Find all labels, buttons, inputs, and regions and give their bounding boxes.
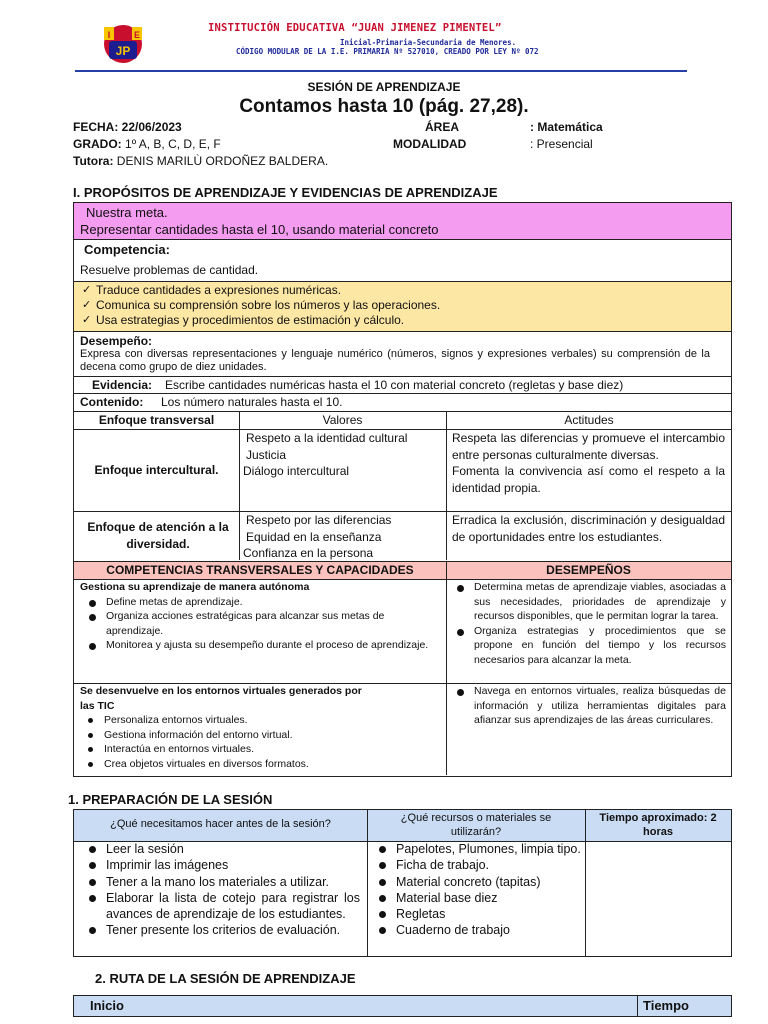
session-label: SESIÓN DE APRENDIZAJE bbox=[307, 80, 461, 94]
tic-item: Interactúa en entornos virtuales. bbox=[80, 742, 380, 757]
capacidad-item: ✓ Comunica su comprensión sobre los números y las operaciones. bbox=[74, 298, 731, 313]
desempeno-row bbox=[74, 332, 731, 376]
grado-label: GRADO: bbox=[73, 137, 122, 151]
gestiona-item: Monitorea y ajusta su desempeño durante el proceso de aprendizaje. bbox=[80, 638, 440, 653]
competencia-text: Resuelve problemas de cantidad. bbox=[80, 263, 259, 277]
fecha-label: FECHA: bbox=[73, 120, 119, 134]
area-label: ÁREA bbox=[425, 120, 460, 134]
meta-label: Nuestra meta. bbox=[86, 205, 168, 220]
section1-title: I. PROPÓSITOS DE APRENDIZAJE Y EVIDENCIAS DE APRENDIZAJE bbox=[73, 185, 498, 200]
desempeno-item: Navega en entornos virtuales, realiza búsquedas de información y utiliza herramientas digitales para afianzar sus aprendizajes de las áreas curriculares. bbox=[448, 684, 726, 728]
capacidad-item: ✓ Traduce cantidades a expresiones numéricas. bbox=[74, 283, 731, 298]
actitudes-diversidad: Erradica la exclusión, discriminación y desigualdad de oportunidades entre los estudiantes. bbox=[452, 513, 725, 544]
prep-before-item: Elaborar la lista de cotejo para registrar los avances de aprendizaje de los estudiantes. bbox=[80, 890, 360, 923]
grado-row bbox=[73, 137, 221, 151]
prep-before-list bbox=[80, 841, 360, 939]
ruta-inicio: Inicio bbox=[90, 998, 124, 1013]
desempeno-text: Expresa con diversas representaciones y lenguaje numérico (números, signos y expresiones verbales) su comprensión de la decena como grupo de diez unidades. bbox=[80, 348, 710, 373]
modalidad-label: MODALIDAD bbox=[393, 137, 467, 151]
logo-letter-i: I bbox=[107, 30, 111, 40]
valores-header: Valores bbox=[322, 413, 363, 427]
evidencia-row bbox=[74, 376, 731, 393]
fecha-value: 22/06/2023 bbox=[121, 120, 182, 134]
actitud-text: Fomenta la convivencia así como el respeto a la identidad propia. bbox=[452, 464, 725, 495]
gestiona-title: Gestiona su aprendizaje de manera autónoma bbox=[80, 581, 310, 593]
tutora-row bbox=[73, 154, 328, 168]
actitudes-intercultural bbox=[452, 430, 725, 496]
prep-before-item: Tener presente los criterios de evaluación. bbox=[80, 922, 360, 938]
header-divider bbox=[75, 70, 687, 72]
transversales-table bbox=[73, 562, 732, 777]
evidencia-text: Escribe cantidades numéricas hasta el 10 con material concreto (regletas y base diez) bbox=[165, 378, 624, 392]
preparacion-table bbox=[73, 809, 732, 957]
prep-header-materials: ¿Qué recursos o materiales se utilizarán? bbox=[367, 810, 585, 841]
prep-material-item: Ficha de trabajo. bbox=[370, 857, 582, 873]
valor-item: Justicia bbox=[246, 447, 287, 462]
transversales-header: COMPETENCIAS TRANSVERSALES Y CAPACIDADES bbox=[74, 562, 446, 579]
valor-item: Respeto por las diferencias bbox=[246, 513, 392, 527]
ruta-table-header bbox=[73, 995, 732, 1017]
institution-name: INSTITUCIÓN EDUCATIVA “JUAN JIMENEZ PIMENTEL” bbox=[208, 22, 502, 34]
contenido-label: Contenido: bbox=[80, 395, 144, 409]
valor-item: Equidad en la enseñanza bbox=[246, 529, 382, 544]
capacidades-list bbox=[74, 283, 731, 328]
tic-title: Se desenvuelve en los entornos virtuales generados por las TIC bbox=[80, 685, 362, 712]
tic-item: Personaliza entornos virtuales. bbox=[80, 713, 380, 728]
gestiona-block bbox=[80, 580, 440, 653]
logo-letter-e: E bbox=[133, 30, 141, 40]
meta-row bbox=[74, 203, 731, 240]
tutora-label: Tutora: bbox=[73, 154, 114, 168]
evidencia-label: Evidencia: bbox=[92, 378, 153, 392]
gestiona-desempenos bbox=[448, 580, 726, 667]
prep-materials-list bbox=[370, 841, 582, 939]
prep-material-item: Papelotes, Plumones, limpia tipo. bbox=[370, 841, 582, 857]
gestiona-item: Organiza acciones estratégicas para alcanzar sus metas de aprendizaje. bbox=[80, 609, 440, 638]
section3-title: 2. RUTA DE LA SESIÓN DE APRENDIZAJE bbox=[95, 971, 356, 986]
tic-desempenos bbox=[448, 684, 726, 728]
institution-levels: Inicial-Primaria-Secundaria de Menores. bbox=[340, 38, 517, 47]
enfoque-intercultural: Enfoque intercultural. bbox=[94, 463, 219, 477]
desempeno-label: Desempeño: bbox=[80, 334, 153, 348]
actitud-text: Respeta las diferencias y promueve el intercambio entre personas culturalmente diversas. bbox=[452, 431, 725, 462]
competencia-label: Competencia: bbox=[84, 242, 170, 257]
gestiona-item: Define metas de aprendizaje. bbox=[80, 595, 440, 610]
institution-code: CÓDIGO MODULAR DE LA I.E. PRIMARIA Nº 527010, CREADO POR LEY Nº 072 bbox=[236, 47, 539, 56]
ruta-tiempo: Tiempo bbox=[643, 998, 689, 1013]
capacidad-item: ✓ Usa estrategias y procedimientos de estimación y cálculo. bbox=[74, 313, 731, 328]
desempeno-item: Organiza estrategias y procedimientos que se propone en función del tiempo y los recursos necesarios para alcanzar la meta. bbox=[448, 624, 726, 668]
capacidades-row bbox=[74, 281, 731, 332]
prep-header-time: Tiempo aproximado: 2 horas bbox=[585, 810, 731, 841]
tic-item: Crea objetos virtuales en diversos formatos. bbox=[80, 757, 380, 772]
contenido-text: Los número naturales hasta el 10. bbox=[161, 395, 343, 409]
competencia-row bbox=[74, 240, 731, 281]
tic-block bbox=[80, 684, 380, 771]
valor-item: Diálogo intercultural bbox=[243, 464, 350, 478]
prep-material-item: Regletas bbox=[370, 906, 582, 922]
prep-material-item: Cuaderno de trabajo bbox=[370, 922, 582, 938]
fecha-row bbox=[73, 120, 182, 134]
enfoques-table bbox=[73, 412, 732, 562]
logo-letters-jp: JP bbox=[115, 44, 131, 58]
prep-material-item: Material base diez bbox=[370, 890, 582, 906]
prep-header-before: ¿Qué necesitamos hacer antes de la sesión? bbox=[74, 810, 367, 841]
tutora-value: DENIS MARILÙ ORDOÑEZ BALDERA. bbox=[116, 154, 329, 168]
meta-text: Representar cantidades hasta el 10, usando material concreto bbox=[80, 222, 439, 237]
school-logo bbox=[100, 24, 146, 64]
tic-item: Gestiona información del entorno virtual. bbox=[80, 728, 380, 743]
prep-before-item: Leer la sesión bbox=[80, 841, 360, 857]
area-value: : Matemática bbox=[530, 120, 603, 134]
valores-intercultural bbox=[243, 430, 441, 480]
actitudes-header: Actitudes bbox=[564, 413, 614, 427]
valores-diversidad bbox=[243, 512, 441, 562]
contenido-row bbox=[74, 393, 731, 411]
prep-before-item: Imprimir las imágenes bbox=[80, 857, 360, 873]
prep-material-item: Material concreto (tapitas) bbox=[370, 874, 582, 890]
valor-item: Respeto a la identidad cultural bbox=[246, 431, 408, 445]
desempenos-header: DESEMPEÑOS bbox=[446, 562, 731, 579]
prep-before-item: Tener a la mano los materiales a utilizar. bbox=[80, 874, 360, 890]
grado-value: 1º A, B, C, D, E, F bbox=[125, 137, 221, 151]
valor-item: Confianza en la persona bbox=[243, 546, 374, 560]
proposito-box bbox=[73, 202, 732, 412]
desempeno-item: Determina metas de aprendizaje viables, asociadas a sus necesidades, prioridades de aprendizaje y recursos disponibles, que le permitan lograr la tarea. bbox=[448, 580, 726, 624]
section2-title: 1. PREPARACIÓN DE LA SESIÓN bbox=[68, 792, 273, 807]
enfoque-diversidad: Enfoque de atención a la diversidad. bbox=[87, 520, 229, 551]
session-title: Contamos hasta 10 (pág. 27,28). bbox=[239, 96, 529, 117]
modalidad-value: : Presencial bbox=[530, 137, 593, 151]
enfoque-header: Enfoque transversal bbox=[98, 413, 215, 427]
